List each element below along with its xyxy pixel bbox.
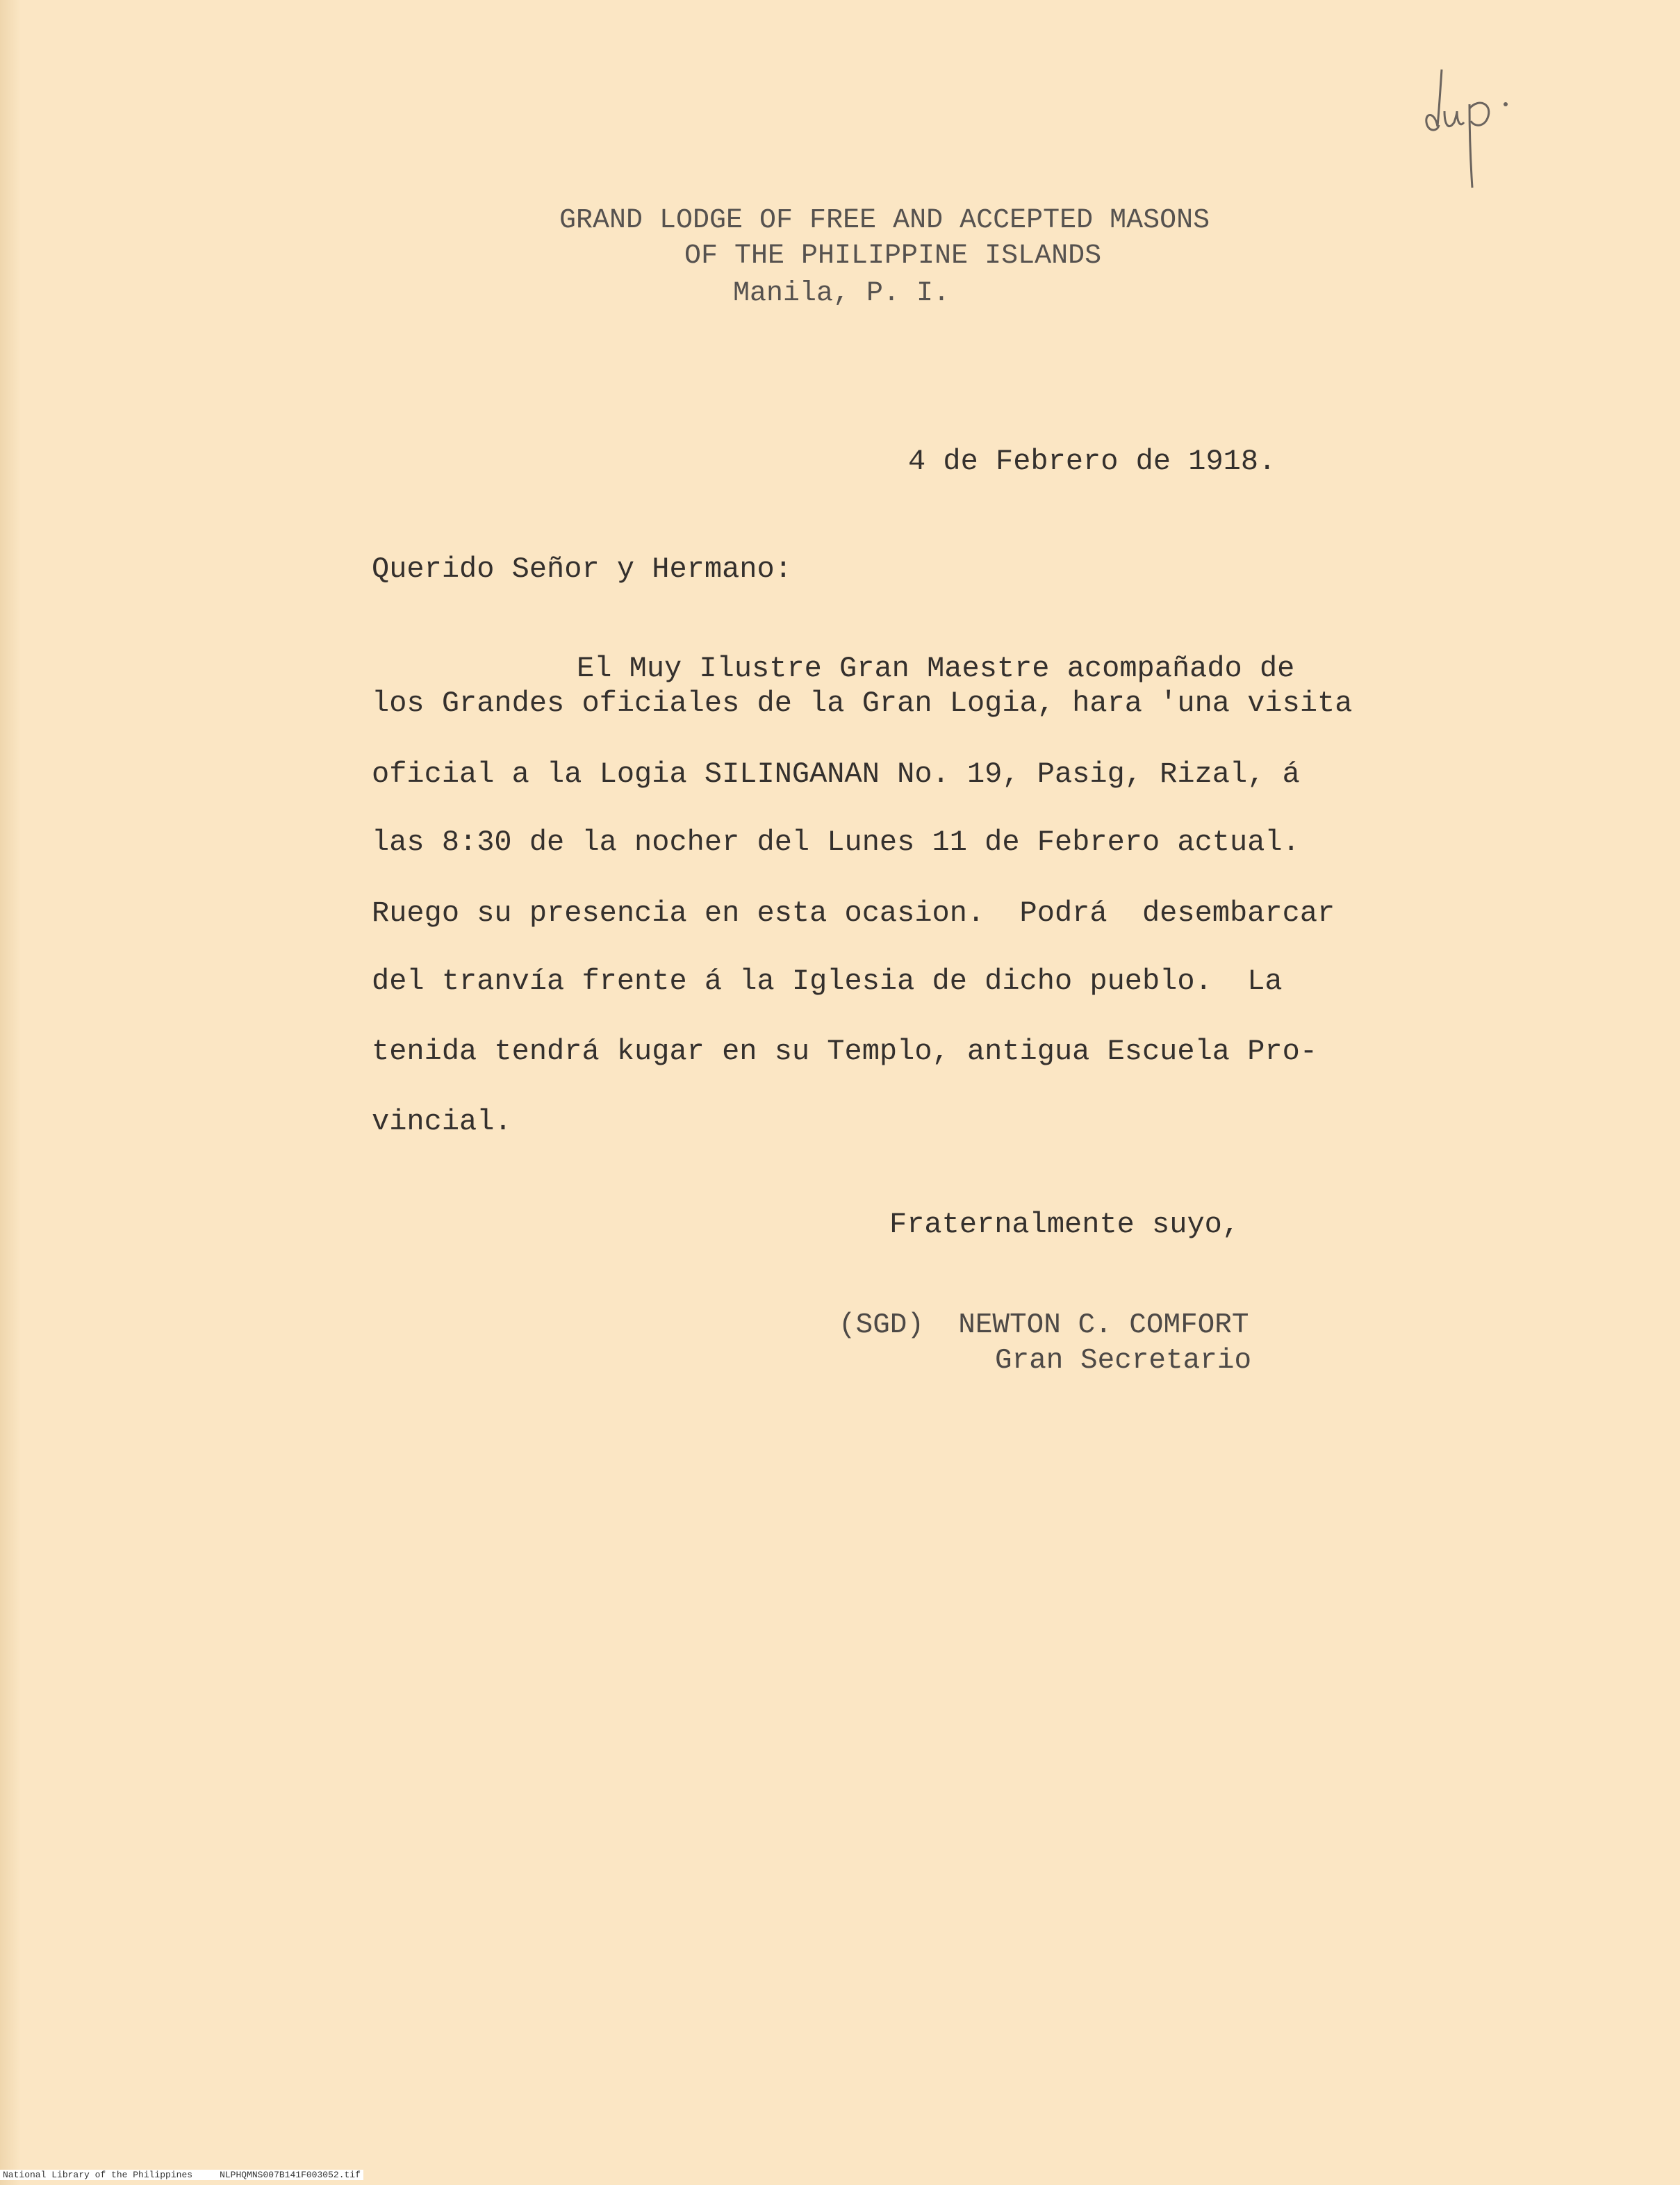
body-line: del tranvía frente á la Iglesia de dicho pueblo. La bbox=[372, 965, 1283, 998]
letterhead-line-3: Manila, P. I. bbox=[733, 278, 950, 309]
page-edge-shadow bbox=[0, 0, 21, 2185]
body-line: vincial. bbox=[372, 1105, 512, 1138]
body-line: las 8:30 de la nocher del Lunes 11 de Febrero actual. bbox=[372, 826, 1300, 859]
archive-footer bbox=[0, 2170, 363, 2180]
body-line: tenida tendrá kugar en su Templo, antigua Escuela Pro- bbox=[372, 1035, 1318, 1068]
body-line: oficial a la Logia SILINGANAN No. 19, Pasig, Rizal, á bbox=[372, 758, 1300, 791]
salutation: Querido Señor y Hermano: bbox=[372, 553, 792, 586]
footer-filename: NLPHQMNS007B141F003052.tif bbox=[220, 2170, 361, 2180]
footer-institution: National Library of the Philippines bbox=[3, 2170, 193, 2180]
body-line: los Grandes oficiales de la Gran Logia, hara ′una visita bbox=[372, 687, 1353, 720]
signature-title: Gran Secretario bbox=[995, 1345, 1252, 1377]
letter-date: 4 de Febrero de 1918. bbox=[908, 445, 1276, 478]
letterhead-line-2: OF THE PHILIPPINE ISLANDS bbox=[684, 240, 1102, 272]
letterhead-line-1: GRAND LODGE OF FREE AND ACCEPTED MASONS bbox=[559, 205, 1210, 236]
handwritten-dup-annotation bbox=[1421, 63, 1518, 195]
body-line: El Muy Ilustre Gran Maestre acompañado de bbox=[577, 652, 1295, 685]
closing: Fraternalmente suyo, bbox=[889, 1208, 1240, 1241]
signature-name: (SGD) NEWTON C. COMFORT bbox=[839, 1309, 1249, 1341]
body-line: Ruego su presencia en esta ocasion. Podrá desembarcar bbox=[372, 897, 1335, 930]
